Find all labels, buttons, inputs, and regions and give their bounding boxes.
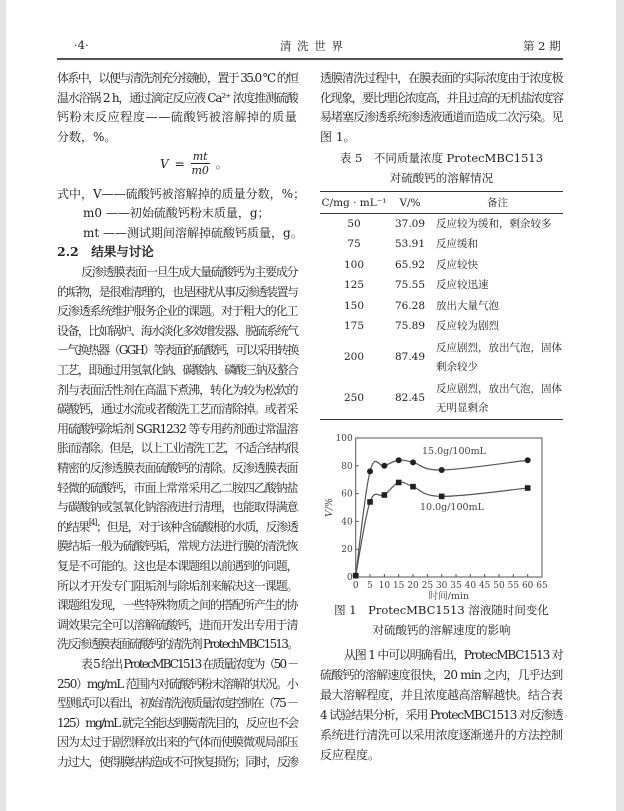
text-line-content: 表 5 给出 ProtecMBC1513 在质量浓度为（50 － [81, 657, 298, 671]
cell-concentration: 200 [343, 351, 365, 363]
text-line-content: 轻微的硫酸钙，市面上常常采用乙二胺四乙酸钠盐 [57, 480, 298, 495]
text-line [320, 70, 563, 86]
text-line [320, 747, 563, 763]
data-point [367, 468, 373, 474]
cell-remark: 反应较快 [436, 258, 478, 271]
text-line [57, 617, 298, 633]
y-tick-label: 0 [346, 573, 353, 583]
formula-fraction [191, 150, 210, 177]
series-line [356, 460, 528, 576]
text-line-content: 课题组发现，一些特殊物质之间的搭配所产生的协 [57, 598, 298, 613]
data-point [396, 457, 402, 463]
journal-title: 清 洗 世 界 [280, 39, 344, 53]
table-row [320, 255, 563, 276]
section-heading: 2.2 结果与讨论 [57, 244, 154, 259]
text-line-content: 化现象，要比理论浓度高，并且过高的无机盐浓度容 [320, 90, 563, 105]
text-line-content: 洗反渗透膜表面硫酸钙的清洗剂 ProtechMBC1513。 [57, 637, 298, 652]
text-line [57, 460, 298, 476]
cell-remark: 放出大量气泡 [436, 299, 499, 312]
formula-lhs: V [160, 156, 169, 171]
text-line-content: 的垢物，是很难清理的，也是困扰从事反渗透装置与 [57, 284, 298, 299]
text-line [57, 401, 298, 417]
x-tick-label: 45 [478, 581, 491, 591]
text-line-content: 硫酸钙的溶解速度很快，20 min 之内，几乎达到 [320, 668, 563, 682]
x-tick-label: 40 [464, 581, 477, 591]
text-line-content: 透膜清洗过程中，在膜表面的实际浓度由于浓度极 [320, 71, 563, 85]
text-line [320, 707, 563, 723]
text-line [57, 597, 298, 613]
table-row [320, 337, 563, 378]
text-line-content: 型测试可以看出，初始清洗液质量浓度控制在（75 － [57, 696, 298, 711]
x-axis-label: 时间/min [428, 591, 470, 601]
definition-line: m0 ——初始硫酸钙粉末质量，g； [83, 206, 270, 221]
text-line [57, 90, 298, 106]
text-line-content: 125）mg/mL 就完全能达到膜清洗目的，反应也不会 [57, 715, 298, 730]
text-line [57, 303, 298, 319]
cell-concentration: 175 [343, 320, 365, 333]
text-line-content: 4 试验结果分析，采用 ProtecMBC1513 对反渗透 [320, 708, 563, 722]
text-line [320, 687, 563, 703]
table-5 [320, 191, 563, 420]
cell-v: 53.91 [394, 238, 426, 251]
text-line-content: 体系中，以便与清洗剂充分接触），置于 35.0 ℃ 的恒 [57, 71, 298, 85]
y-axis-label: V/% [324, 497, 335, 518]
x-tick-label: 15 [392, 581, 405, 591]
text-line-content: 最大溶解程度，并且浓度越高溶解越快。结合表 [320, 688, 563, 702]
text-line [320, 109, 563, 125]
text-line-content: 调效果完全可以溶解硫酸钙，进而开发出专用于清 [57, 617, 298, 632]
text-line-content: 250）mg/mL 范围内对硫酸钙粉末溶解的状况。小 [57, 676, 298, 691]
data-point [439, 494, 445, 500]
text-line-content: 反渗透膜表面一旦生成大量硫酸钙为主要成分 [81, 265, 298, 279]
data-point [410, 484, 416, 490]
cell-remark: 反应剧烈，放出气泡，固体剩余较少 [436, 341, 562, 373]
text-line [57, 109, 298, 125]
text-line [57, 480, 298, 496]
text-line [81, 264, 298, 280]
data-point [382, 492, 388, 498]
text-line-content: 分数，%。 [57, 129, 117, 144]
text-line [81, 656, 298, 672]
text-line [57, 129, 298, 145]
data-point [396, 480, 402, 486]
data-point [381, 463, 387, 469]
figure-caption-line2: 对硫酸钙的溶解速度的影响 [372, 623, 511, 637]
y-tick-label: 100 [335, 434, 353, 444]
cell-concentration: 125 [343, 279, 365, 292]
cell-v: 37.09 [394, 217, 426, 230]
data-point [367, 499, 373, 505]
text-line [57, 499, 298, 515]
text-line [57, 754, 298, 770]
text-line [57, 695, 298, 711]
text-line [57, 362, 298, 378]
definition-line: mt ——测试期间溶解掉硫酸钙质量，g。 [83, 225, 303, 240]
text-line [320, 727, 563, 743]
text-line-content: －气换热器（GGH）等表面的硫酸钙，可以采用转换 [57, 343, 298, 358]
text-line [57, 70, 298, 86]
cell-v: 75.55 [394, 279, 426, 292]
text-line [320, 90, 563, 106]
x-tick-label: 50 [493, 581, 505, 591]
x-tick-label: 5 [367, 581, 373, 591]
header-concentration: C/mg · mL⁻¹ [320, 192, 388, 214]
data-point [439, 467, 445, 473]
cell-v: 87.49 [394, 351, 426, 363]
table-row [320, 378, 563, 420]
text-line [57, 538, 298, 554]
formula-end: 。 [215, 157, 228, 171]
text-line [57, 421, 298, 437]
cell-remark: 反应缓和 [436, 238, 478, 251]
table-caption-line2: 对硫酸钙的溶解情况 [389, 171, 494, 185]
citation-ref[interactable]: [4] [88, 517, 96, 527]
text-line [57, 578, 298, 594]
formula-denominator: m0 [191, 164, 209, 177]
cell-remark: 反应剧烈，放出气泡，固体无明显剩余 [436, 382, 562, 414]
cell-v: 65.92 [394, 258, 426, 271]
table-row [320, 296, 563, 317]
text-line-content: 膜结垢一般为硫酸钙垢，常规方法进行膜的清洗恢 [57, 539, 298, 554]
y-tick-label: 40 [341, 517, 353, 528]
header-remark: 备注 [432, 192, 563, 214]
table-caption-line1: 表 5 不同质量浓度 ProtecMBC1513 [339, 151, 544, 165]
text-line-content: 反应程度。 [320, 748, 381, 762]
table-row [320, 235, 563, 256]
cell-concentration: 150 [343, 299, 365, 312]
x-tick-label: 65 [536, 581, 548, 591]
y-tick-label: 60 [341, 489, 353, 500]
series-label: 10.0g/100mL [420, 502, 484, 513]
text-line [57, 440, 298, 456]
cell-concentration: 50 [347, 217, 361, 230]
table-header-row [320, 192, 563, 214]
cell-concentration: 75 [347, 238, 361, 251]
cell-concentration: 100 [343, 258, 365, 271]
cell-remark: 反应较为缓和，剩余较多 [436, 217, 552, 230]
text-line [57, 734, 298, 750]
data-point [353, 573, 359, 579]
viewer-scrollbar[interactable] [616, 0, 624, 811]
header-v: V/% [388, 192, 432, 214]
issue-number: 第 2 期 [523, 39, 561, 53]
formula [160, 150, 228, 177]
data-point [410, 459, 416, 465]
x-tick-label: 25 [421, 581, 434, 591]
cell-remark: 反应较为剧烈 [436, 320, 499, 333]
table-row [320, 214, 563, 235]
text-line [57, 342, 298, 358]
text-line-content: 的结果[4]；但是，对于该种含硫酸根的水质，反渗透 [57, 517, 298, 534]
data-point [525, 457, 531, 463]
text-line-content: 系统进行清洗可以采用浓度逐渐递升的方法控制 [320, 728, 563, 742]
text-line-content: 用硫酸钙除垢剂 SGR1232 等专用药剂通过常温溶 [57, 421, 298, 436]
series-label: 15.0g/100mL [422, 446, 486, 457]
text-line-content: 胀而清除。但是，以上工业清洗工艺，不适合结构很 [57, 441, 298, 456]
text-line-content: 钙粉末反应程度——硫酸钙被溶解掉的质量 [57, 110, 298, 125]
cell-v: 76.28 [394, 299, 426, 312]
y-tick-label: 80 [341, 461, 353, 472]
x-tick-label: 10 [378, 581, 391, 591]
text-line-content: 图 1。 [320, 129, 356, 144]
page-number: ·4· [74, 38, 89, 52]
figure-1-chart [310, 425, 624, 601]
table-row [320, 276, 563, 297]
data-point [525, 485, 531, 491]
header-rule [57, 58, 563, 60]
text-line-content: 碳酸钙，通过水流或者酸洗工艺而清除掉。或者采 [57, 402, 298, 417]
text-line [57, 558, 298, 574]
text-line [320, 129, 563, 145]
text-line [57, 323, 298, 339]
cell-v: 75.89 [394, 320, 426, 333]
x-tick-label: 30 [435, 581, 448, 591]
text-line-content: 从图 1 中可以明确看出，ProtecMBC1513 对 [344, 648, 563, 662]
formula-eq: = [174, 156, 185, 171]
figure-caption-line1: 图 1 ProtecMBC1513 溶液随时间变化 [334, 603, 549, 617]
text-line-content: 精密的反渗透膜表面硫酸钙的清除。反渗透膜表面 [57, 461, 298, 475]
cell-remark: 反应较迅速 [436, 279, 489, 292]
text-line [57, 636, 298, 652]
text-line-content: 因为太过于剧烈释放出来的气体而使膜微观局部压 [57, 735, 298, 750]
cell-v: 82.45 [394, 392, 426, 404]
table-row [320, 317, 563, 338]
text-line [344, 647, 563, 663]
x-tick-label: 20 [407, 581, 419, 591]
text-line-content: 反渗透系统维护服务企业的课题。对于粗大的化工 [57, 304, 298, 319]
cell-concentration: 250 [343, 392, 365, 404]
x-tick-label: 0 [352, 581, 359, 591]
x-tick-label: 35 [450, 581, 462, 591]
text-line-content: 工艺，即通过用氢氧化钠、碳酸钠、磷酸三钠及螯合 [57, 363, 298, 377]
text-line [57, 382, 298, 398]
definition-line: 式中，V——硫酸钙被溶解掉的质量分数，%； [57, 187, 306, 201]
text-line-content: 与碳酸钠或氢氧化钠溶液进行清理，也能取得满意 [57, 500, 298, 515]
y-tick-label: 20 [341, 545, 353, 556]
x-tick-label: 55 [507, 581, 520, 591]
formula-numerator: mt [192, 150, 208, 163]
text-line [57, 715, 298, 731]
text-line [57, 519, 298, 535]
text-line [320, 667, 563, 683]
text-line-content: 力过大，使得膜结构造成不可恢复损伤；同时，反渗 [57, 755, 298, 769]
text-line [57, 676, 298, 692]
x-tick-label: 60 [521, 581, 534, 591]
text-line-content: 易堵塞反渗透系统渗透液通道而造成二次污染。见 [320, 110, 563, 125]
text-line-content: 温水浴锅 2 h，通过滴定反应液 Ca²⁺ 浓度推测硫酸 [57, 90, 298, 105]
text-line-content: 设备，比如锅炉、海水淡化多效增发器、脱硫系统气 [57, 323, 298, 338]
text-line-content: 所以才开发专门阻垢剂与除垢剂来解决这一课题。 [57, 578, 298, 593]
text-line [57, 284, 298, 300]
viewer-left-border [0, 0, 6, 811]
text-line-content: 复是不可能的。这也是本课题组以前遇到的问题， [57, 559, 298, 573]
text-line-content: 剂与表面活性剂在高温下煮沸，转化为较为松软的 [57, 382, 298, 397]
